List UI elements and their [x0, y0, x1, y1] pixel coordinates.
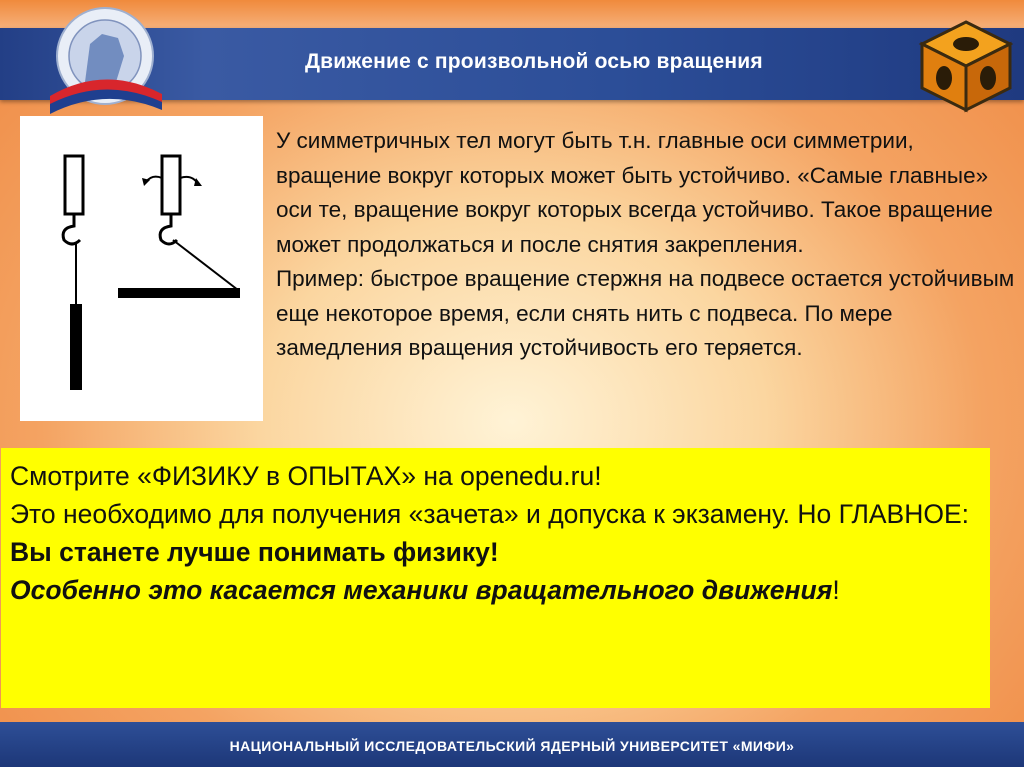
- right-rod: [118, 288, 240, 298]
- notice-line-3-italic: Особенно это касается механики вращательного движения: [10, 575, 833, 605]
- right-thread: [173, 240, 238, 290]
- left-hook: [63, 214, 80, 244]
- notice-line-3: [10, 571, 984, 609]
- page-title: Движение с произвольной осью вращения: [305, 50, 763, 73]
- notice-box: [1, 448, 990, 708]
- rod-suspension-diagram: [20, 116, 263, 421]
- notice-line-2-regular: Это необходимо для получения «зачета» и допуска к экзамену. Но ГЛАВНОЕ:: [10, 499, 970, 529]
- notice-line-2-bold: Вы станете лучше понимать физику!: [10, 537, 499, 567]
- notice-line-3-end: !: [832, 575, 840, 605]
- description-text: [276, 124, 1016, 366]
- description-paragraph-2: Пример: быстрое вращение стержня на подвесе остается устойчивым еще некоторое время, если снять нить с подвеса. По мере замедления вращения устойчивость его теряется.: [276, 266, 1015, 360]
- right-mount: [162, 156, 180, 214]
- left-mount: [65, 156, 83, 214]
- right-hook: [160, 214, 177, 244]
- cube-logo-icon: [918, 18, 1014, 114]
- notice-line-1: Смотрите «ФИЗИКУ в ОПЫТАХ» на openedu.ru!: [10, 461, 602, 491]
- notice-line-2: [10, 495, 984, 571]
- footer-text: НАЦИОНАЛЬНЫЙ ИССЛЕДОВАТЕЛЬСКИЙ ЯДЕРНЫЙ УНИВЕРСИТЕТ «МИФИ»: [229, 738, 795, 754]
- description-paragraph-1: У симметричных тел могут быть т.н. главные оси симметрии, вращение вокруг которых может быть устойчиво. «Самые главные» оси те, вращение вокруг которых всегда устойчиво. Такое вращение может продолжаться и после снятия закрепления.: [276, 128, 993, 257]
- left-rod: [70, 304, 82, 390]
- university-logo-icon: [40, 4, 170, 114]
